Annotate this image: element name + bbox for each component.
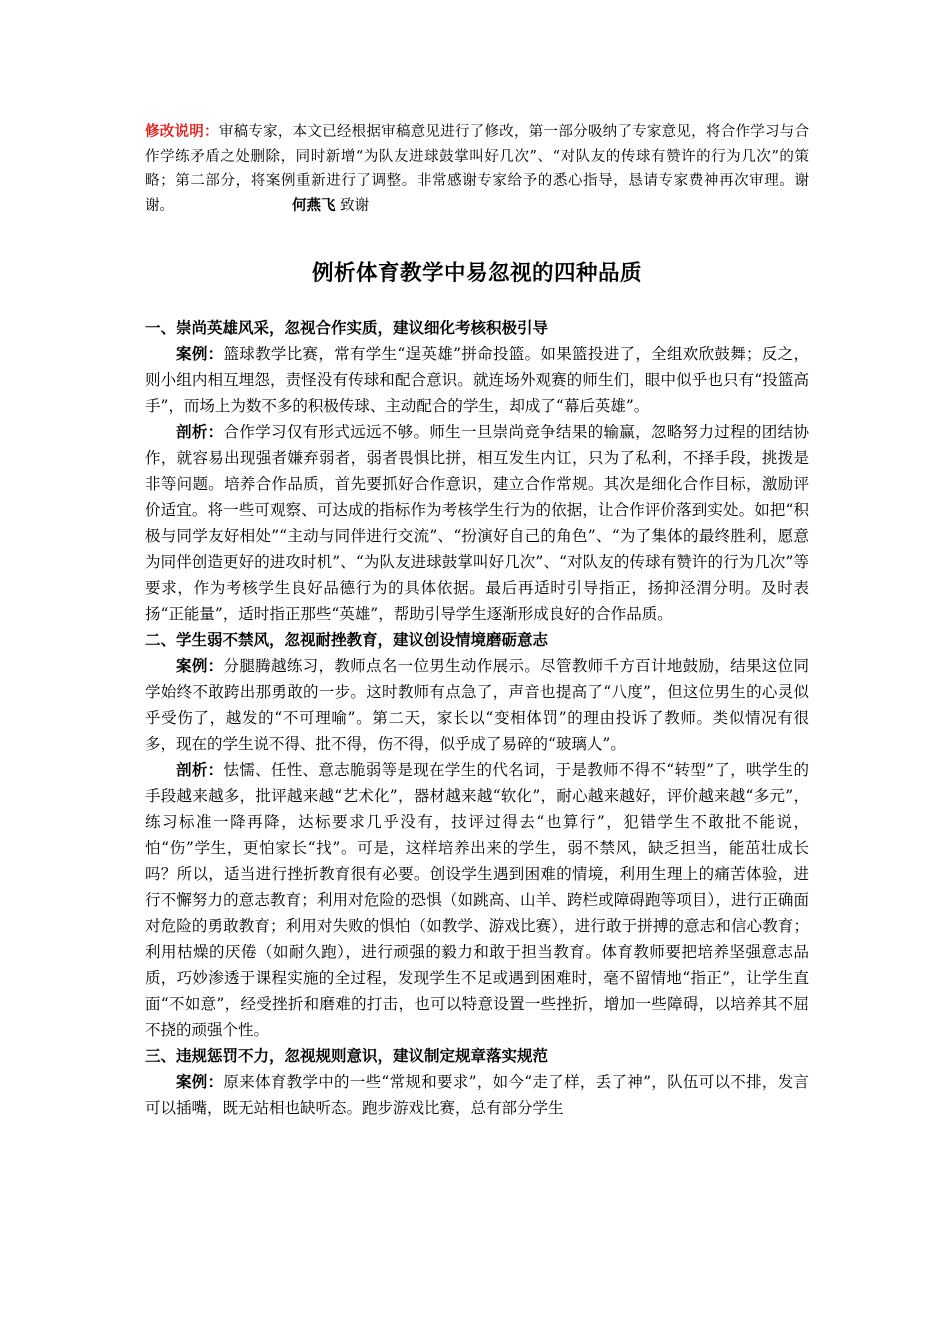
revision-note xyxy=(145,120,809,218)
section-1-analysis xyxy=(145,419,809,627)
section-2-case xyxy=(145,653,809,757)
case-text: 篮球教学比赛，常有学生“逞英雄”拼命投篮。如果篮投进了，全组欢欣鼓舞；反之，则小组内相互埋怨，责怪没有传球和配合意识。就连场外观赛的师生们，眼中似乎也只有“投篮高手”，而场上为数不多的积极传球、主动配合的学生，却成了“幕后英雄”。 xyxy=(145,345,809,415)
section-heading-2: 二、学生弱不禁风，忽视耐挫教育，建议创设情境磨砺意志 xyxy=(145,631,549,649)
section-1-case xyxy=(145,341,809,419)
analysis-label: 剖析： xyxy=(176,422,224,441)
section-3-case xyxy=(145,1069,809,1121)
analysis-label: 剖析： xyxy=(176,760,224,779)
section-2-analysis xyxy=(145,757,809,1043)
signoff-name: 何燕飞 xyxy=(292,196,336,214)
case-label: 案例： xyxy=(176,1072,224,1091)
document-title: 例析体育教学中易忽视的四种品质 xyxy=(311,261,642,286)
revision-note-text: 审稿专家，本文已经根据审稿意见进行了修改，第一部分吸纳了专家意见，将合作学习与合作学练矛盾之处删除，同时新增“为队友进球鼓掌叫好几次”、“对队友的传球有赞许的行为几次”的策略；第二部分，将案例重新进行了调整。非常感谢专家给予的悉心指导，恳请专家费神再次审理。谢谢。 xyxy=(145,124,810,214)
signoff-text: 致谢 xyxy=(335,197,370,214)
case-label: 案例： xyxy=(176,656,224,675)
revision-note-label: 修改说明： xyxy=(145,123,219,140)
signoff xyxy=(292,194,369,219)
case-text: 原来体育教学中的一些“常规和要求”，如今“走了样，丢了神”，队伍可以不排，发言可以插嘴，既无站相也缺听态。跑步游戏比赛，总有部分学生 xyxy=(145,1073,809,1117)
section-heading-3: 三、违规惩罚不力，忽视规则意识，建议制定规章落实规范 xyxy=(145,1047,549,1065)
analysis-text: 合作学习仅有形式远远不够。师生一旦崇尚竞争结果的输赢，忽略努力过程的团结协作，就容易出现强者嫌弃弱者，弱者畏惧比拼，相互发生内讧，只为了私利，不择手段，挑拨是非等问题。培养合作品质，首先要抓好合作意识，建立合作常规。其次是细化合作目标，激励评价适宜。将一些可观察、可达成的指标作为考核学生行为的依据，让合作评价落到实处。如把“积极与同学友好相处”“主动与同伴进行交流”、“扮演好自己的角色”、“为了集体的最终胜利，愿意为同伴创造更好的进攻时机”、“为队友进球鼓掌叫好几次”、“对队友的传球有赞许的行为几次”等要求，作为考核学生良好品德行为的具体依据。最后再适时引导指正，扬抑泾渭分明。及时表扬“正能量”，适时指正那些“英雄”，帮助引导学生逐渐形成良好的合作品质。 xyxy=(145,423,809,623)
case-text: 分腿腾越练习，教师点名一位男生动作展示。尽管教师千方百计地鼓励，结果这位同学始终不敢跨出那勇敢的一步。这时教师有点急了，声音也提高了“八度”，但这位男生的心灵似乎受伤了，越发的“不可理喻”。第二天，家长以“变相体罚”的理由投诉了教师。类似情况有很多，现在的学生说不得、批不得，伤不得，似乎成了易碎的“玻璃人”。 xyxy=(145,657,809,753)
analysis-text: 怯懦、任性、意志脆弱等是现在学生的代名词，于是教师不得不“转型”了，哄学生的手段越来越多，批评越来越“艺术化”，器材越来越“软化”，耐心越来越好，评价越来越“多元”，练习标准一降再降，达标要求几乎没有，技评过得去“也算行”，犯错学生不敢批不能说，怕“伤”学生，更怕家长“找”。可是，这样培养出来的学生，弱不禁风，缺乏担当，能茁壮成长吗？所以，适当进行挫折教育很有必要。创设学生遇到困难的情境，利用生理上的痛苦体验，进行不懈努力的意志教育；利用对危险的恐惧（如跳高、山羊、跨栏或障碍跑等项目），进行正确面对危险的勇敢教育；利用对失败的惧怕（如教学、游戏比赛），进行敢于拼搏的意志和信心教育；利用枯燥的厌倦（如耐久跑），进行顽强的毅力和敢于担当教育。体育教师要把培养坚强意志品质，巧妙渗透于课程实施的全过程，发现学生不足或遇到困难时，毫不留情地“指正”，让学生直面“不如意”，经受挫折和磨难的打击，也可以特意设置一些挫折，增加一些障碍，以培养其不屈不挠的顽强个性。 xyxy=(145,761,809,1039)
case-label: 案例： xyxy=(176,344,224,363)
section-heading-1: 一、崇尚英雄风采，忽视合作实质，建议细化考核积极引导 xyxy=(145,319,549,337)
document-page xyxy=(145,120,809,1121)
